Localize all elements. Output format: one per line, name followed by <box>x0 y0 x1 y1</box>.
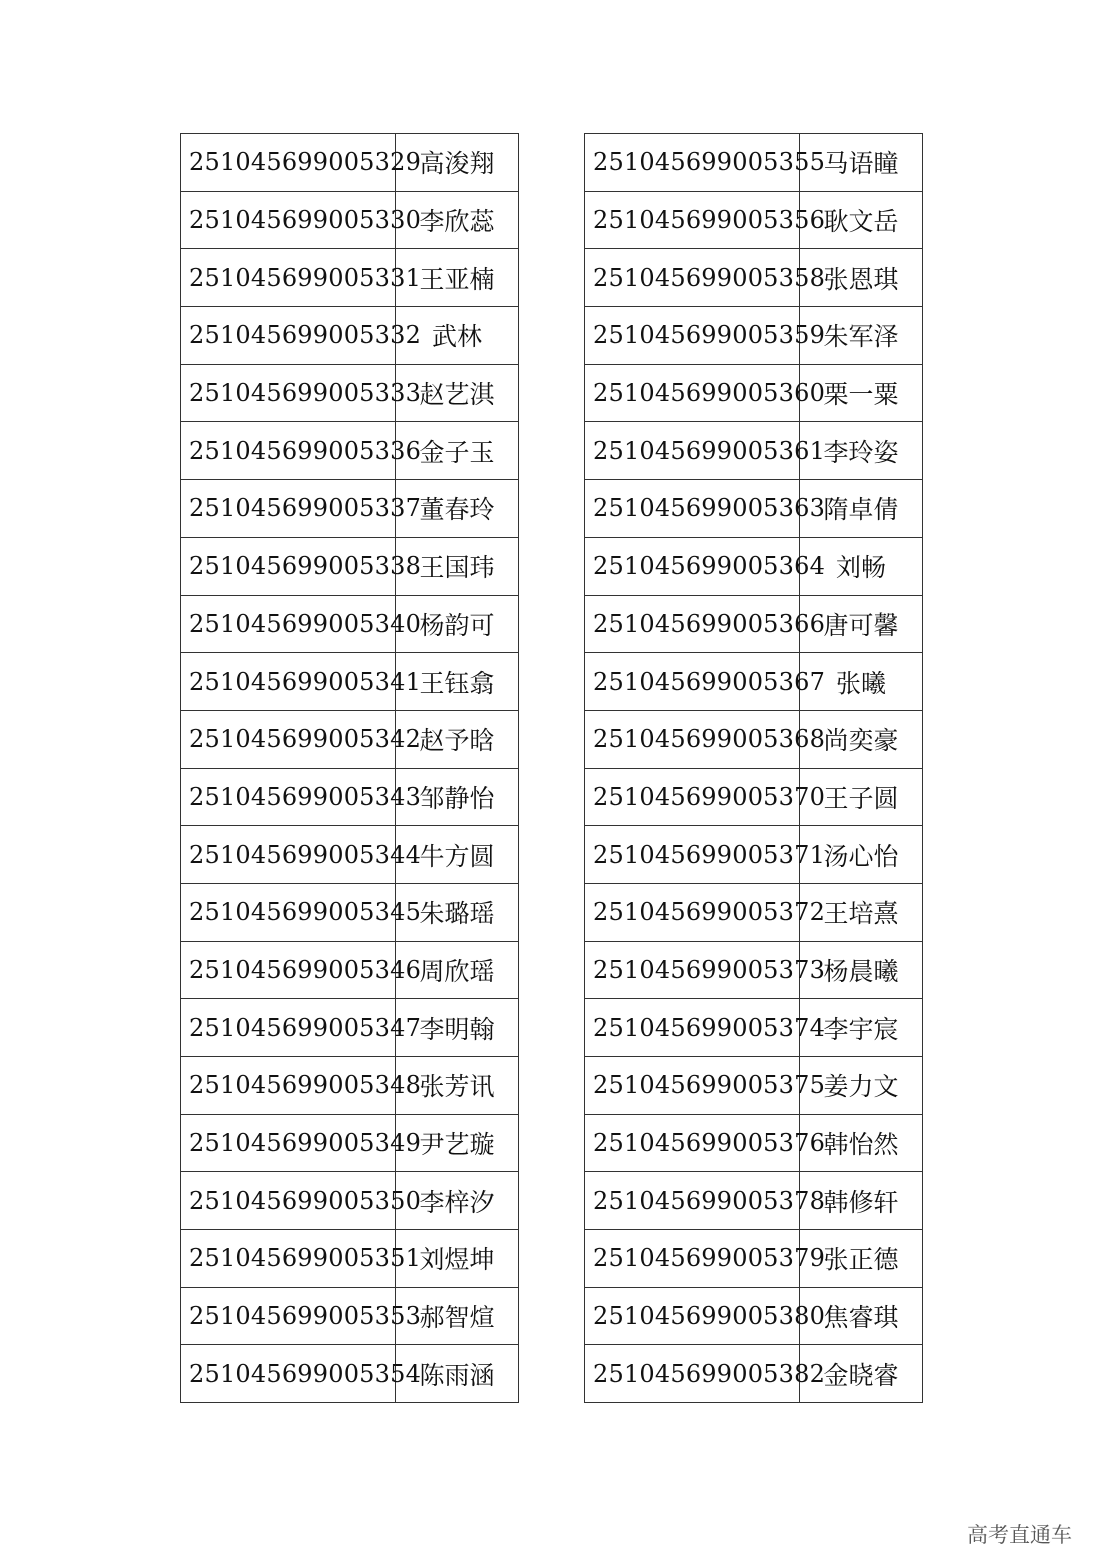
candidate-id-cell: 251045699005380 <box>585 1287 800 1345</box>
candidate-name-cell: 栗一粟 <box>800 364 923 422</box>
table-row <box>181 1172 519 1230</box>
candidate-name-cell: 杨晨曦 <box>800 941 923 999</box>
candidate-id-cell: 251045699005341 <box>181 653 396 711</box>
candidate-name-cell: 刘畅 <box>800 537 923 595</box>
candidate-id-cell: 251045699005382 <box>585 1345 800 1403</box>
candidate-id-cell: 251045699005372 <box>585 883 800 941</box>
table-row <box>585 826 923 884</box>
table-row <box>181 1114 519 1172</box>
candidate-name-cell: 金晓睿 <box>800 1345 923 1403</box>
candidate-id-cell: 251045699005368 <box>585 710 800 768</box>
candidate-id-cell: 251045699005353 <box>181 1287 396 1345</box>
candidate-id-cell: 251045699005336 <box>181 422 396 480</box>
candidate-id-cell: 251045699005355 <box>585 134 800 192</box>
candidate-id-cell: 251045699005338 <box>181 537 396 595</box>
table-row <box>181 480 519 538</box>
candidate-name-cell: 赵予晗 <box>396 710 519 768</box>
table-row <box>181 653 519 711</box>
table-row <box>181 364 519 422</box>
candidate-name-cell: 董春玲 <box>396 480 519 538</box>
candidate-id-cell: 251045699005333 <box>181 364 396 422</box>
candidate-id-cell: 251045699005345 <box>181 883 396 941</box>
table-row <box>585 422 923 480</box>
candidate-name-cell: 赵艺淇 <box>396 364 519 422</box>
candidate-name-cell: 杨韵可 <box>396 595 519 653</box>
candidate-name-cell: 汤心怡 <box>800 826 923 884</box>
watermark-text: 高考直通车 <box>967 1523 1072 1547</box>
candidate-id-cell: 251045699005351 <box>181 1230 396 1288</box>
candidate-name-cell: 王亚楠 <box>396 249 519 307</box>
candidate-name-cell: 王钰翕 <box>396 653 519 711</box>
table-row <box>181 422 519 480</box>
candidate-name-cell: 李梓汐 <box>396 1172 519 1230</box>
candidate-name-cell: 郝智煊 <box>396 1287 519 1345</box>
table-row <box>181 191 519 249</box>
candidate-name-cell: 高浚翔 <box>396 134 519 192</box>
table-row <box>181 999 519 1057</box>
candidate-id-cell: 251045699005358 <box>585 249 800 307</box>
candidate-name-cell: 韩怡然 <box>800 1114 923 1172</box>
table-row <box>585 768 923 826</box>
candidate-id-cell: 251045699005374 <box>585 999 800 1057</box>
candidate-name-cell: 马语瞳 <box>800 134 923 192</box>
roster-table-left <box>180 133 519 1403</box>
candidate-name-cell: 张恩琪 <box>800 249 923 307</box>
roster-table-left-body <box>181 134 519 1403</box>
candidate-id-cell: 251045699005376 <box>585 1114 800 1172</box>
candidate-id-cell: 251045699005354 <box>181 1345 396 1403</box>
candidate-name-cell: 王国玮 <box>396 537 519 595</box>
table-row <box>585 595 923 653</box>
table-row <box>585 249 923 307</box>
candidate-name-cell: 张正德 <box>800 1230 923 1288</box>
table-row <box>585 653 923 711</box>
table-row <box>181 249 519 307</box>
table-row <box>585 1057 923 1115</box>
candidate-id-cell: 251045699005356 <box>585 191 800 249</box>
table-row <box>585 1345 923 1403</box>
table-row <box>181 1230 519 1288</box>
table-row <box>585 1287 923 1345</box>
candidate-id-cell: 251045699005370 <box>585 768 800 826</box>
table-row <box>585 134 923 192</box>
candidate-id-cell: 251045699005343 <box>181 768 396 826</box>
candidate-name-cell: 李玲姿 <box>800 422 923 480</box>
candidate-id-cell: 251045699005349 <box>181 1114 396 1172</box>
roster-table-right-body <box>585 134 923 1403</box>
candidate-id-cell: 251045699005359 <box>585 307 800 365</box>
table-row <box>181 1057 519 1115</box>
table-row <box>181 1345 519 1403</box>
candidate-name-cell: 李欣蕊 <box>396 191 519 249</box>
table-row <box>585 883 923 941</box>
candidate-id-cell: 251045699005329 <box>181 134 396 192</box>
candidate-name-cell: 周欣瑶 <box>396 941 519 999</box>
candidate-name-cell: 刘煜坤 <box>396 1230 519 1288</box>
candidate-name-cell: 朱璐瑶 <box>396 883 519 941</box>
candidate-name-cell: 隋卓倩 <box>800 480 923 538</box>
table-row <box>585 307 923 365</box>
table-row <box>585 710 923 768</box>
candidate-id-cell: 251045699005363 <box>585 480 800 538</box>
candidate-id-cell: 251045699005367 <box>585 653 800 711</box>
table-row <box>585 537 923 595</box>
candidate-id-cell: 251045699005331 <box>181 249 396 307</box>
table-row <box>181 826 519 884</box>
table-row <box>585 364 923 422</box>
candidate-name-cell: 尚奕豪 <box>800 710 923 768</box>
table-row <box>181 941 519 999</box>
table-row <box>585 1230 923 1288</box>
candidate-name-cell: 王培熹 <box>800 883 923 941</box>
candidate-id-cell: 251045699005348 <box>181 1057 396 1115</box>
table-row <box>585 1114 923 1172</box>
candidate-name-cell: 尹艺璇 <box>396 1114 519 1172</box>
candidate-name-cell: 唐可馨 <box>800 595 923 653</box>
candidate-id-cell: 251045699005330 <box>181 191 396 249</box>
candidate-name-cell: 耿文岳 <box>800 191 923 249</box>
table-row <box>181 768 519 826</box>
candidate-name-cell: 韩修轩 <box>800 1172 923 1230</box>
candidate-name-cell: 武林 <box>396 307 519 365</box>
candidate-id-cell: 251045699005342 <box>181 710 396 768</box>
candidate-id-cell: 251045699005364 <box>585 537 800 595</box>
candidate-id-cell: 251045699005373 <box>585 941 800 999</box>
candidate-name-cell: 金子玉 <box>396 422 519 480</box>
table-row <box>585 941 923 999</box>
candidate-id-cell: 251045699005346 <box>181 941 396 999</box>
table-row <box>585 480 923 538</box>
candidate-id-cell: 251045699005375 <box>585 1057 800 1115</box>
candidate-name-cell: 焦睿琪 <box>800 1287 923 1345</box>
candidate-name-cell: 牛方圆 <box>396 826 519 884</box>
table-row <box>181 883 519 941</box>
candidate-id-cell: 251045699005344 <box>181 826 396 884</box>
candidate-id-cell: 251045699005371 <box>585 826 800 884</box>
candidate-id-cell: 251045699005340 <box>181 595 396 653</box>
table-row <box>585 191 923 249</box>
candidate-name-cell: 王子圆 <box>800 768 923 826</box>
table-row <box>181 307 519 365</box>
table-row <box>181 134 519 192</box>
table-row <box>585 999 923 1057</box>
roster-table-right <box>584 133 923 1403</box>
table-row <box>585 1172 923 1230</box>
candidate-name-cell: 张曦 <box>800 653 923 711</box>
candidate-id-cell: 251045699005366 <box>585 595 800 653</box>
candidate-id-cell: 251045699005361 <box>585 422 800 480</box>
candidate-name-cell: 李明翰 <box>396 999 519 1057</box>
candidate-name-cell: 陈雨涵 <box>396 1345 519 1403</box>
candidate-id-cell: 251045699005337 <box>181 480 396 538</box>
candidate-id-cell: 251045699005332 <box>181 307 396 365</box>
candidate-name-cell: 邹静怡 <box>396 768 519 826</box>
table-row <box>181 595 519 653</box>
candidate-name-cell: 张芳讯 <box>396 1057 519 1115</box>
table-row <box>181 1287 519 1345</box>
candidate-name-cell: 朱军泽 <box>800 307 923 365</box>
candidate-id-cell: 251045699005350 <box>181 1172 396 1230</box>
table-row <box>181 537 519 595</box>
candidate-id-cell: 251045699005347 <box>181 999 396 1057</box>
candidate-id-cell: 251045699005378 <box>585 1172 800 1230</box>
candidate-name-cell: 李宇宸 <box>800 999 923 1057</box>
candidate-name-cell: 姜力文 <box>800 1057 923 1115</box>
candidate-id-cell: 251045699005379 <box>585 1230 800 1288</box>
table-row <box>181 710 519 768</box>
candidate-id-cell: 251045699005360 <box>585 364 800 422</box>
